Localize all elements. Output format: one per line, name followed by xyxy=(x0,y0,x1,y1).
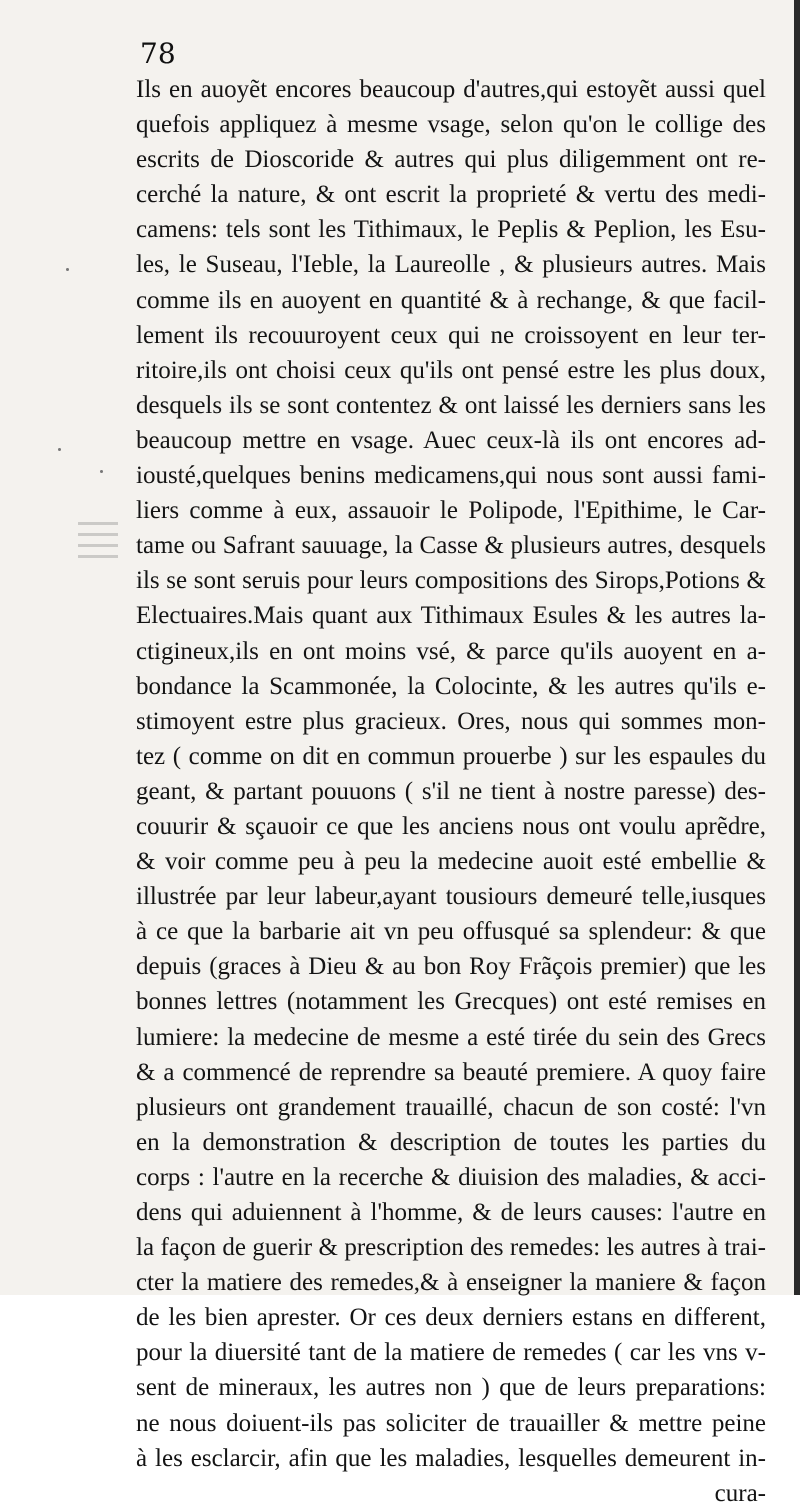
catchword: cura- xyxy=(714,1479,766,1507)
text-line: ne nous doiuent-ils pas soliciter de trauailler & mettre peine xyxy=(136,1409,766,1437)
text-line: à les esclarcir, afin que les maladies, lesquelles demeurent in- xyxy=(136,1444,766,1472)
text-line: & a commencé de reprendre sa beauté premiere. A quoy faire xyxy=(136,1058,766,1086)
text-line: desquels ils se sont contentez & ont laissé les derniers sans les xyxy=(136,391,766,419)
text-line: les, le Suseau, l'Ieble, la Laureolle , & plusieurs autres. Mais xyxy=(136,251,766,279)
text-line: la façon de guerir & prescription des remedes: les autres à trai- xyxy=(136,1234,766,1262)
bleed-through-marks xyxy=(78,522,118,570)
text-line: dens qui aduiennent à l'homme, & de leurs causes: l'autre en xyxy=(136,1199,766,1226)
text-line: pour la diuersité tant de la matiere de remedes ( car les vns v- xyxy=(136,1339,766,1367)
body-text xyxy=(136,72,766,1511)
text-line: à ce que la barbarie ait vn peu offusqué sa splendeur: & que xyxy=(136,918,766,946)
ink-speck xyxy=(58,448,61,451)
text-line: geant, & partant pouuons ( s'il ne tient à nostre paresse) des- xyxy=(136,777,766,805)
text-line: liers comme à eux, assauoir le Polipode, l'Epithime, le Car- xyxy=(136,497,766,525)
text-line: en la demonstration & description de toutes les parties du xyxy=(136,1128,766,1156)
text-line: depuis (graces à Dieu & au bon Roy Frãçois premier) que les xyxy=(136,953,766,981)
text-line: beaucoup mettre en vsage. Auec ceux-là ils ont encores ad- xyxy=(136,426,766,454)
text-line: comme ils en auoyent en quantité & à rechange, & que facil- xyxy=(136,286,766,314)
text-line: tez ( comme on dit en commun prouerbe ) sur les espaules du xyxy=(136,742,766,770)
ink-speck xyxy=(66,268,69,271)
text-line: illustrée par leur labeur,ayant tousiours demeuré telle,iusques xyxy=(136,883,766,911)
ink-speck xyxy=(100,470,103,473)
text-line: tame ou Safrant sauuage, la Casse & plusieurs autres, desquels xyxy=(136,532,766,560)
text-line: Ils en auoyẽt encores beaucoup d'autres,qui estoyẽt aussi quel xyxy=(136,76,766,103)
text-line: iousté,quelques benins medicamens,qui nous sont aussi fami- xyxy=(136,462,766,490)
text-line: Electuaires.Mais quant aux Tithimaux Esules & les autres la- xyxy=(136,602,766,630)
text-line: ils se sont seruis pour leurs compositions des Sirops,Potions & xyxy=(136,567,766,595)
text-line: cerché la nature, & ont escrit la proprieté & vertu des medi- xyxy=(136,181,766,209)
text-line: & voir comme peu à peu la medecine auoit esté embellie & xyxy=(136,848,766,876)
text-line: lement ils recouuroyent ceux qui ne croissoyent en leur ter- xyxy=(136,321,766,349)
page-number: 78 xyxy=(140,37,176,70)
text-line: lumiere: la medecine de mesme a esté tirée du sein des Grecs xyxy=(136,1023,766,1051)
text-line: couurir & sçauoir ce que les anciens nous ont voulu aprẽdre, xyxy=(136,812,766,840)
text-line: de les bien aprester. Or ces deux derniers estans en different, xyxy=(136,1304,766,1332)
text-line: sent de mineraux, les autres non ) que de leurs preparations: xyxy=(136,1374,766,1402)
text-line: corps : l'autre en la recerche & diuision des maladies, & acci- xyxy=(136,1163,766,1191)
text-line: quefois appliquez à mesme vsage, selon qu'on le collige des xyxy=(136,111,766,139)
text-line: cter la matiere des remedes,& à enseigner la maniere & façon xyxy=(136,1269,766,1297)
text-line: stimoyent estre plus gracieux. Ores, nous qui sommes mon- xyxy=(136,707,766,735)
text-line: bondance la Scammonée, la Colocinte, & les autres qu'ils e- xyxy=(136,672,766,700)
text-line: escrits de Dioscoride & autres qui plus diligemment ont re- xyxy=(136,146,766,174)
text-line: camens: tels sont les Tithimaux, le Peplis & Peplion, les Esu- xyxy=(136,216,766,244)
text-line: bonnes lettres (notamment les Grecques) ont esté remises en xyxy=(136,988,766,1016)
text-line: plusieurs ont grandement trauaillé, chacun de son costé: l'vn xyxy=(136,1093,766,1121)
text-line: ctigineux,ils en ont moins vsé, & parce qu'ils auoyent en a- xyxy=(136,637,766,665)
text-line: ritoire,ils ont choisi ceux qu'ils ont pensé estre les plus doux, xyxy=(136,356,766,384)
